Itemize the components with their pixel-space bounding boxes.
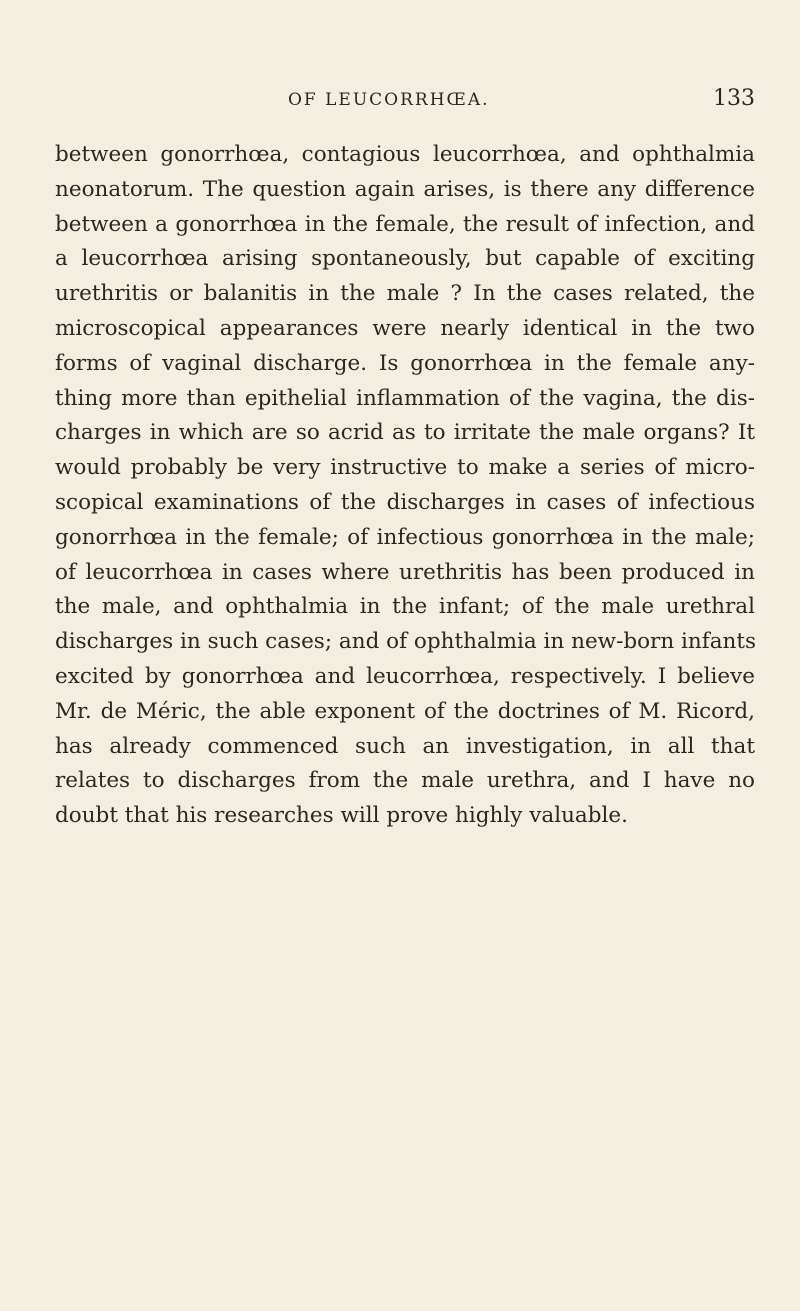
text-line: discharges in such cases; and of ophthalmia in new-born infants <box>55 629 757 655</box>
text-line: has already commenced such an investigation, in all that <box>55 733 755 759</box>
text-line: excited by gonorrhœa and leucorrhœa, respectively. I believe <box>55 663 755 689</box>
running-head <box>55 86 755 116</box>
text-line: the male, and ophthalmia in the infant; of the male urethral <box>55 594 755 620</box>
body-paragraph <box>55 138 755 834</box>
text-line: between gonorrhœa, contagious leucorrhœa, and ophthalmia <box>55 142 755 167</box>
text-line: between a gonorrhœa in the female, the result of infection, and <box>55 211 755 237</box>
text-line: gonorrhœa in the female; of infectious gonorrhœa in the male; <box>55 524 755 550</box>
text-line: would probably be very instructive to make a series of micro- <box>55 455 755 481</box>
text-line: neonatorum. The question again arises, is there any difference <box>55 176 755 202</box>
text-line: forms of vaginal discharge. Is gonorrhœa in the female any- <box>55 350 755 376</box>
text-line: of leucorrhœa in cases where urethritis has been produced in <box>55 559 755 585</box>
text-line: microscopical appearances were nearly identical in the two <box>55 315 755 341</box>
text-line: Mr. de Méric, the able exponent of the doctrines of M. Ricord, <box>55 698 755 724</box>
page-number: 133 <box>713 86 755 111</box>
text-line: urethritis or balanitis in the male ? In the cases related, the <box>55 281 755 307</box>
text-line: relates to discharges from the male urethra, and I have no <box>55 768 755 794</box>
text-line: charges in which are so acrid as to irritate the male organs? It <box>55 420 755 446</box>
text-line: doubt that his researches will prove highly valuable. <box>55 803 628 829</box>
text-line: scopical examinations of the discharges in cases of infectious <box>55 489 755 515</box>
text-line: thing more than epithelial inflammation of the vagina, the dis- <box>55 385 755 411</box>
running-title: OF LEUCORRHŒA. <box>288 90 490 110</box>
text-line: a leucorrhœa arising spontaneously, but capable of exciting <box>55 246 755 272</box>
